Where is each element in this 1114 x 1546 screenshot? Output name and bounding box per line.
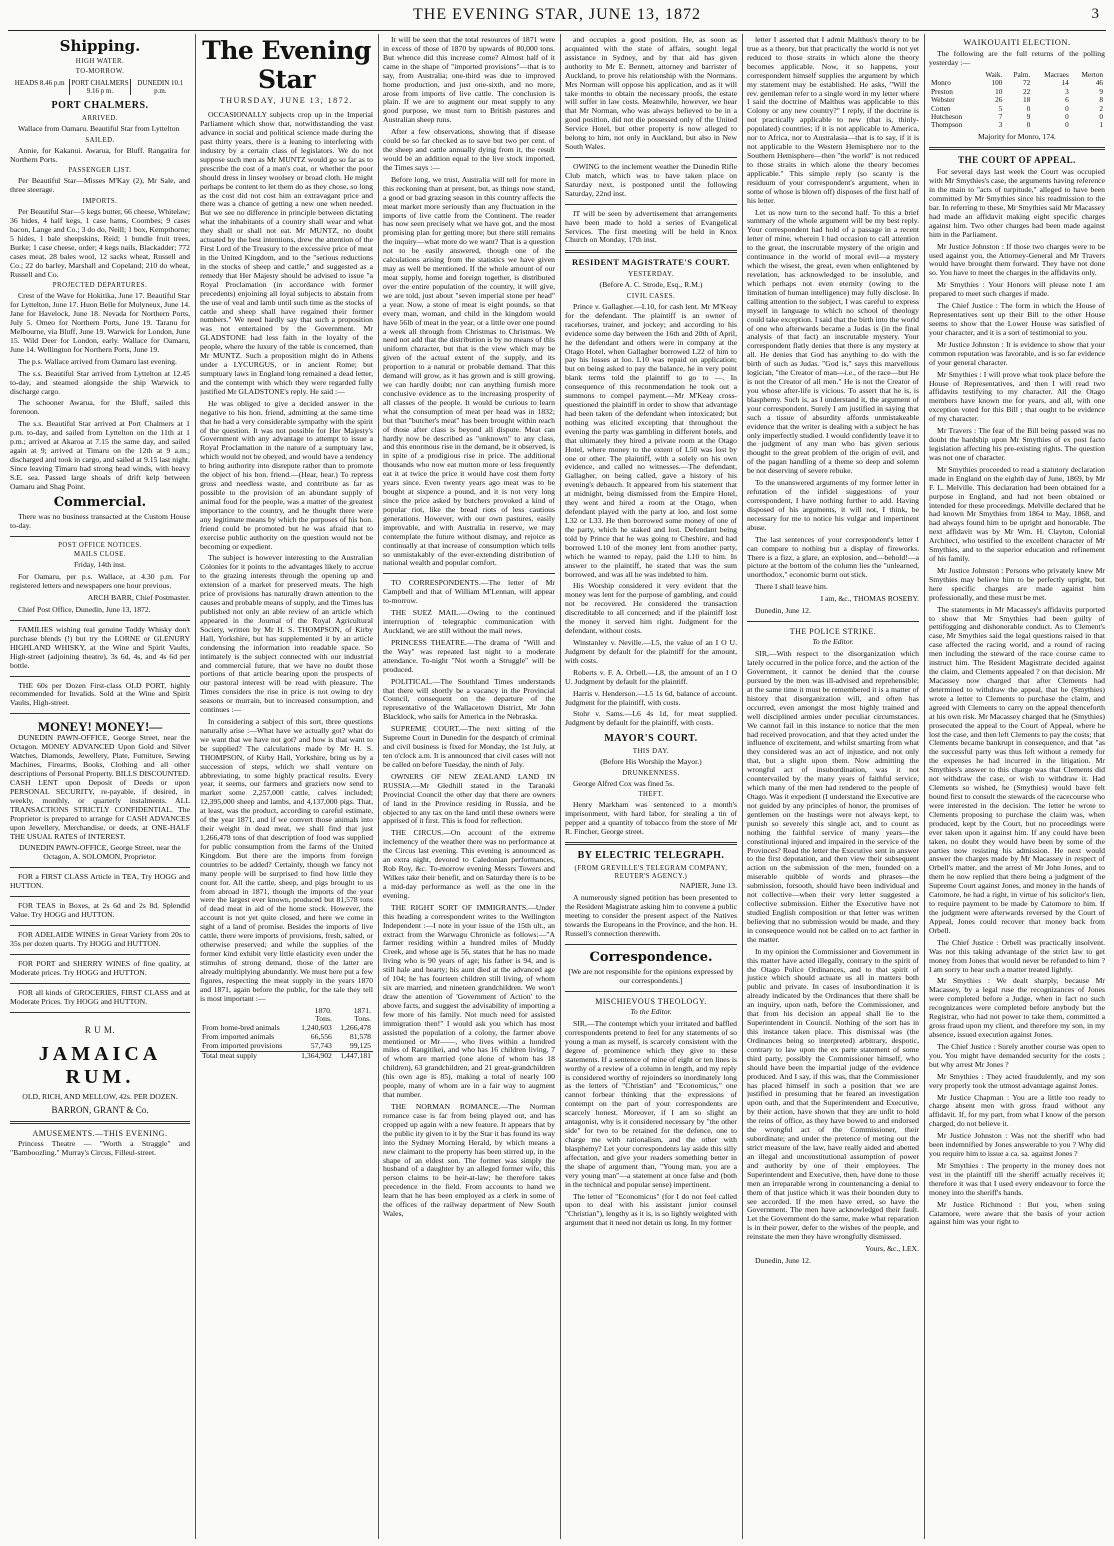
imports-text: Per Beautiful Star—5 kegs butter, 66 cheese, Whitelaw; 36 hides, 4 half kegs, 1 case hams, Coombes; 9 cases bacon, Lange and Co.; 3 do do, Neill; 1 box, Kempthorne; 5 hides, 1 bale sheepskins, Reid; 1 bundle fruit trees, Burke; 1 case cheese, order; 4 kegs nails, Blackadder; 772 cases meat, 28 bales wool, 12 sacks wheat, Russell and Co.; 22 do barley, Marshall and Copeland; 210 do wheat, Russell and Co. xyxy=(10,207,190,279)
tomorrow-label: TO-MORROW. xyxy=(75,68,125,76)
news-circus: THE CIRCUS.—On account of the extreme inclemency of the weather there was no performance at the Circus last evening. This evening is announced as an extra night, devoted to Caledonian performances, Rob Roy, &c. To-morrow evening Messrs Towers and Wilkes take their benefit, and on Saturday there is to be a mid-day performance as well as the one in the evening. xyxy=(383,828,555,900)
news-immigrants: THE RIGHT SORT OF IMMIGRANTS.—Under this heading a correspondent writes to the Wellington Independent :—I note in your issue of the 15th ult., an extract from the Warwagu Chronicle as follows:—"A farmer residing within a hundred miles of Muddy Creek, and whose age is 56, states that he has no made living who is 90 years of age; his father is 94, and is still hale and hearty; his aunt died at the advanced age of 104; he has fourteen children still living, of whom six are married, and nineteen grandchildren. We won't draw the attention of 'Government of Action' to the above facts, and suggest the advisability of importing a few more of his family. Not much need for assisted immigration then!" I would ask you which has most assisted the population of a colony, the farmer above mentioned or Mr——, who lives within a hundred miles of Rangitikei, and who has 16 children living, 7 of whom are married (one alone of whom has 18 children), 63 grandchildren, and 21 great-grandchildren (his own age is 85), making a total of nearly 100 people, many of whom are in a fair way to augment that number. xyxy=(383,902,555,1100)
vote-count: 14 xyxy=(1061,78,1069,88)
appeal-paragraph: Mr Justice Johnston : It is evidence to show that your common reputation was favorable, and is so far evidence of your general character. xyxy=(929,339,1105,367)
row-value-1870: 66,556 xyxy=(310,1032,332,1042)
table-row xyxy=(929,121,1105,129)
telegraph-text: A numerously signed petition has been presented to the Resident Magistrate asking him to convene a public meeting to consider the present aspect of the Natives towards the Europeans in the Province, and the hon. H. Russell's connection therewith. xyxy=(565,893,737,938)
table-row xyxy=(929,88,1105,96)
meat-supply-table xyxy=(200,1007,373,1062)
appeal-paragraph: Mr Justice Richmond : But you, when suing Catamore, were aware that the basis of your action against him was your right to xyxy=(929,1199,1105,1227)
letter-paragraph: To the unanswered arguments of my former letter in refutation of the infidel suggestions of your correspondent, I have nothing further to add. Having disposed of his arguments, it will not, I think, be necessary for me to notice his vulgar and impertinent abuse. xyxy=(747,478,919,532)
letter-date: Dunedin, June 12. xyxy=(755,1256,811,1266)
election-table xyxy=(929,71,1105,130)
unit-tons: Tons. xyxy=(354,1014,371,1024)
news-correspondents: TO CORRESPONDENTS.—The letter of Mr Campbell and that of William M'Lennan, will appear to-morrow. xyxy=(383,578,555,606)
editorial-paragraph: The subject is however interesting to the Australian Colonies for it points to the advantages likely to accrue to the grazing interests through the opening up and extension of a market for preserved meats. The high price of provisions has naturally drawn attention to the causes and probable means of supply, and the Times has published not only an able review of an article which appeared in the Journal of the Royal Agricultural Society, written by Mr H. S. THOMPSON, of Kirby Hall, Yorkshire, but has supplemented it by an article condensing the information into readable space. So intimately is the subject connected with our industrial and commercial future, that we have no doubt those portions of that article bearing upon the prospects of our pastoral interest will be read with pleasure. The Times considers the rise in price is not owing to dry seasons or murrain, but to increased consumption, and continues :— xyxy=(200,553,373,715)
postmaster-signature: ARCH BARR, Chief Postmaster. xyxy=(87,593,190,603)
editorial-quote: In considering a subject of this sort, three questions naturally arise :—What have we actually got? what do we want that we have not got? and how is that want to be supplied? The calculations made by Mr H. S. THOMPSON, of Kirby Hall, Yorkshire, bring us by a succession of steps, which we shall venture on abbreviating, to some highly practical results. Every year, it seems, our farmers and graziers now send to market some 2,257,000 cattle, calves included; 12,395,000 sheep and lambs, and 4,137,000 pigs. That, at least, was the product, according to careful estimate, of the year 1871, and if we convert those animals into their weight in dead meat, we shall find that just 1,266,478 tons of that description of food was supplied for public consumption from the farms of the United Kingdom. But there are the imports from foreign countries to be added? Certainly, though we fancy not many people will be surprised to find how little they count for. All the cattle, sheep, and pigs brought to us from abroad in 1871, though the imports of the year were the largest ever known, produced but 81,578 tons of dead meat in aid of the home stock. However, the account is not yet quite closed, and here we come in sight of a land of promise. Besides the imports of live cattle, there were imports of provisions, fresh, salted, or otherwise preserved; and while the supplies of the former kind exhibit very little elasticity even under the stimulus of strong demand, those of the latter are already multiplying abundantly. We must here put a few figures, respecting the meat supply in the years 1870 and 1871, again before the public, for the tale they tell is most important :— xyxy=(200,717,373,1003)
letter-paragraph: The letter of "Economicus" (for I do not feel called upon to deal with his assistant junior counsel "Christian"), lengthy as it is, is so lightly weighted with argument that it need not detain us long. In my former xyxy=(565,1191,737,1228)
mails-text: For Oamaru, per p.s. Wallace, at 4.30 p.m. For registered letters and newspapers one hour previous. xyxy=(10,572,190,591)
row-value-1871: 81,578 xyxy=(349,1032,371,1042)
vote-count: 0 xyxy=(1026,103,1031,113)
appeal-paragraph: Mr Travers : The fear of the Bill being passed was no doubt the hardship upon Mr Smythies of ex post facto legislation affecting his pre-existing rights. The question was not one of character. xyxy=(929,426,1105,462)
appeal-paragraph: Mr Smythies : We dealt sharply, because Mr Macassey, by a legal ruse the recognizances of Jones were completed before a Judge, when in fact no such recognizances were completed before anybody but the Registrar, who had not power to take them, committed a gross fraud upon my client, and therefore my son, in my absence, issued execution against Jones. xyxy=(929,976,1105,1039)
editorial-paragraph: OCCASIONALLY subjects crop up in the Imperial Parliament which show that, notwithstanding the vast advance in social and political science made during the past thirty years, there is a leaning to interfering with industry by a certain class of legislators. We do not suppose such men as Mr MUNTZ would go so far as to prescribe the cost of a man's coat, or whether the poor should dress in linsey woolsey or broad cloth. He might perhaps be content to let them do as they chose, so long as the cost did not cost him an extravagant price and there was a chance of getting a new one when needed. But we see no difference in principle between dictating what the inhabitants of a country shall wear and what they shall or shall not eat. Mr MUNTZ, no doubt actuated by the best intentions, drew the attention of the First Lord of the Treasury to the excessive price of meat in the United Kingdom, and to the "serious reductions in the stocks of sheep and cattle," and suggested as a remedy that Her Majesty should be advised to issue "a Royal Proclamation (in accordance with former precedents) enjoining all loyal subjects to abstain from the use of veal and lamb until such time as the stocks of cattle and sheep shall have regained their former numbers." We need hardly say that such a proposition was not entertained by the Government. Mr GLADSTONE had less faith in the loyalty of the people, where the luxury of the table is concerned, than Mr MUNTZ. Such a proposition might do in Athens under a LYCURGUS, or in ancient Rome; but sumptuary laws in England long remained a dead letter, and the contempt with which they were regarded fully justified Mr GLADSTONE's reply. He said :— xyxy=(200,110,373,396)
vote-count: 0 xyxy=(1065,103,1069,113)
vote-count: 9 xyxy=(1026,111,1031,121)
double-divider xyxy=(10,1121,190,1124)
letter-date: Dunedin, June 12. xyxy=(755,606,811,616)
page-header-title: THE EVENING STAR, JUNE 13, 1872 xyxy=(413,6,701,23)
col-header: Merton xyxy=(1081,69,1103,79)
letter-heading: MISCHIEVOUS THEOLOGY. xyxy=(595,996,707,1006)
court-case: Roberts v. F. A. Orbell.—L8, the amount of an I O U. Judgment by default for the plaintiff. xyxy=(565,667,737,686)
news-paragraph: and occupies a good position. He, as soon as acquainted with the state of affairs, sought legal assistance in Sydney, and by that aid has given authority to Mr E. Bennett, attorney and barrister of Auckland, to prove his relationship with the Normans. Mrs Norman will oppose his application, and as it will take months to obtain the necessary proofs, the estate will suffer in law costs. Meanwhile, however, we hear that Mr Norman, who was always believed to be in a good position, did not die possessed only of the United Service Hotel, but other property is now alleged to belong to him, not only in Auckland, but also in New South Wales. xyxy=(565,36,737,152)
court-case: Stohr v. Sams.—L6 4s 1d, for meat supplied. Judgment by default for the plaintiff, with costs. xyxy=(565,709,737,728)
election-majority: Majority for Monro, 174. xyxy=(978,131,1056,141)
arrived-text: Wallace from Oamaru. Beautiful Star from Lyttelton xyxy=(18,123,180,133)
news-princess-theatre: PRINCESS THEATRE.—The drama of "Will and the Way" was repeated last night to a moderate attendance. To-night "Not worth a Struggle" will be produced. xyxy=(383,637,555,674)
double-divider xyxy=(565,250,737,253)
letter-paragraph: Let us now turn to the second half. To this a brief summary of the whole argument will be my best reply. Your correspondent had hold of a passage in a recent letter of mine, wherein I had occasion to call attention to the great, the inscrutable mystery of the origin and continuance in the world of moral evil—a mystery which the wisest, the great, even when enlightened by revelation, has acknowledged to be insoluble, and which perhaps not even eternity (owing to the limitation of human intelligence) may fully disclose. In calling attention to the subject, I was careful to express myself in language to which no school of theology could take exception. I said that the birth into the world of one who afterwards became a Judas is (in the final analysis of that fact) an inscrutable mystery. Your correspondent flatly denies that there is any mystery at all. He denies that God has anything to do with the birth of such as Judas. "God is," says this marvellous logician, "the Creator of man—i.e., of the race—but He is not the Creator of all men." He is not the Creator of you whose after-life is vicious. To assert that he is, is blasphemy. Such is, as I understand it, the argument of your correspondent. Surely I am justified in saying that such a tissue of absurdity affords unmistakeable evidence that the writer is dealing with a subject he has only imperfectly studied. I would confidently leave it to the judgment of any man who has given serious thought to the great problem of the origin of evil, and of the pagan handling of a theme so deep and solemn be not deserving of severe rebuke. xyxy=(747,207,919,476)
vote-count: 0 xyxy=(1099,111,1103,121)
imports-heading: IMPORTS. xyxy=(82,198,118,206)
row-label: From imported provisions xyxy=(202,1041,283,1051)
vote-count: 2 xyxy=(1099,103,1103,113)
candidate-name: Preston xyxy=(931,86,953,96)
letter-paragraph: There I shall leave him. xyxy=(755,582,828,592)
vote-count: 1 xyxy=(1099,120,1103,130)
vote-count: 7 xyxy=(998,111,1003,121)
candidate-name: Webster xyxy=(931,95,955,105)
column-divider xyxy=(195,34,196,1539)
ad-money-text: DUNEDIN PAWN-OFFICE, George Street, near the Octagon. MONEY ADVANCED Upon Gold and Silver Watches, Diamonds, Jewellery, Plate, Furniture, Sewing Machines, Firearms, Books, Clothing and all other descriptions of Personal Property. BILLS DISCOUNTED. CASH LENT upon Deposit of Deeds or upon PERSONAL SECURITY, re-payable, if desired, in weekly, monthly, or quarterly instalments. ALL TRANSACTIONS STRICTLY CONFIDENTIAL. The Proprietor is prepared to arrange for CASH ADVANCES upon Jewellery, Merchandise, or deeds, at ONE-HALF THE USUAL RATES of INTEREST. xyxy=(10,733,190,841)
rum-signature: BARRON, GRANT & Co. xyxy=(51,1105,149,1116)
shipping-news: The p.s. Wallace arrived from Oamaru last evening. xyxy=(18,356,177,366)
divider xyxy=(10,713,190,714)
vote-count: 6 xyxy=(1065,95,1069,105)
news-evangelical: IT will be seen by advertisement that arrangements have been made to hold a series of Evangelical Services. The first meeting will be held in Knox Church on Monday, 17th inst. xyxy=(565,208,737,245)
column-shipping xyxy=(10,36,190,1536)
col-header: Waik. xyxy=(985,69,1003,79)
ad-adelaide-wines: FOR ADELAIDE WINES in Great Variety from 20s to 35s per dozen quarts. Try HOGG and HUTTON. xyxy=(10,930,190,948)
vote-count: 5 xyxy=(998,103,1003,113)
table-total-row xyxy=(200,1052,373,1061)
drunkenness-heading: DRUNKENNESS. xyxy=(622,769,680,777)
candidate-name: Monro xyxy=(931,78,951,88)
column-letters xyxy=(747,36,919,1536)
column-appeal xyxy=(929,36,1105,1536)
appeal-paragraph: Mr Smythies : The property in the money does not vest in the plaintiff till the sheriff actually receives it; therefore it was that I used every endeavour to force the money into the sheriff's hands. xyxy=(929,1160,1105,1197)
tide-port: PORT CHALMERS 9.16 p m. xyxy=(69,79,129,95)
ad-money-heading: MONEY! MONEY!— xyxy=(37,719,163,735)
civil-cases-heading: CIVIL CASES. xyxy=(626,293,676,301)
vote-count: 10 xyxy=(995,86,1003,96)
row-value-1871: 1,266,478 xyxy=(340,1023,371,1033)
table-header-row xyxy=(929,71,1105,79)
appeal-paragraph: Mr Justice Johnston : Persons who privately knew Mr Smythies may believe him to be perfectly upright, but here specific charges are made against him professionally, and these must be met. xyxy=(929,565,1105,602)
column-divider xyxy=(560,34,561,1539)
sailed-heading: SAILED. xyxy=(85,136,115,144)
letter-paragraph: letter I asserted that I admit Malthus's theory to be true as a theory, but that practically the world is not yet reduced to those straits in which alone the theory becomes applicable. Now, it so happens, your correspondent himself supplies the argument by which my statement may be established. He asks, "Will the rev. gentleman refer to a single word in my letter where I said the doctrine of Malthus was applicable to this Colony or any new country?" I reply, if the doctrine is not practically applicable to new (that is, thinly-populated) countries; if it is not applicable to America, nor to Africa, nor to Australasia—that is to say, if it is not applicable to the Western Hemisphere nor to the Southern Hemisphere—then "the world" is not reduced to those straits in which alone the theory becomes applicable." This simple reply (so scanty is the residuum of your correspondent's argument, when in some of whose is blown off) disposes of the first half of his letter. xyxy=(747,36,919,205)
candidate-name: Cotten xyxy=(931,103,951,113)
court-case: George Alfred Cox was fined 5s. xyxy=(573,778,675,788)
post-office-heading: POST OFFICE NOTICES. xyxy=(58,541,142,549)
appeal-paragraph: Mr Smythies proceeded to read a statutory declaration made in England on the eighth day of June, 1869, by Mr F. L. Melville. This declaration had been obtained for a purpose in England, and had not been obtained or intended for these proceedings. Melville declared that he had known Mr Smythies from 1864 to May, 1868, and had always found him to be upright and honorable. The next affidavit was by Mr Wm. H. Clayton, Colonial Architect, who testified to the excellent character of Mr Smythies, and to the superior education and refinement of his family. xyxy=(929,464,1105,564)
vote-count: 8 xyxy=(1099,95,1103,105)
election-heading: WAIKOUAITI ELECTION. xyxy=(963,37,1071,47)
editorial-paragraph: It will be seen that the total resources of 1871 were in excess of those of 1870 by upwards of 80,000 tons. But whence did this increase come? Almost half of it came in the shape of "imported provisions"—that is to say, from Australia; one-third was due to improved home production, and just one-sixth, and no more, arose from imports of live cattle. The conclusion is plain. If we are to augment our meat supply to any good purpose, we must turn to British pastures and Australian sheep runs. xyxy=(383,36,555,125)
column-courts xyxy=(565,36,737,1536)
divider xyxy=(10,954,190,955)
telegraph-dateline: NAPIER, June 13. xyxy=(679,881,737,891)
vote-count: 0 xyxy=(1065,111,1069,121)
editorial-paragraph: After a few observations, showing that if disease could be so far checked as to save but two per cent. of the sheep and cattle annually dying from it, the result would be an addition equal to the live stock imported, the Times says :— xyxy=(383,127,555,172)
row-value-1870: 1,240,603 xyxy=(301,1023,332,1033)
news-land-owners: OWNERS OF NEW ZEALAND LAND IN RUSSIA.—Mr Gledhill stated in the Taranaki Provincial Council the other day that there are owners of land in the Province residing in Russia, and he objected to any tax on the land until these owners were apprised of it first. This is food for reflection. xyxy=(383,771,555,826)
divider xyxy=(565,157,737,158)
row-value-1871: 1,447,181 xyxy=(340,1051,371,1061)
correspondence-note: [We are not responsible for the opinions expressed by our correspondents.] xyxy=(568,967,734,985)
shipping-heading: Shipping. xyxy=(59,37,141,55)
divider xyxy=(10,896,190,897)
projected-heading: PROJECTED DEPARTURES. xyxy=(52,282,148,290)
divider xyxy=(10,925,190,926)
year-1870: 1870. xyxy=(314,1005,332,1015)
news-norman-romance: THE NORMAN ROMANCE.—The Norman romance case is far from being played out, and has cropped up again with a new feature. It appears that by the public ity given to it by the Star it has found its way into the Sydney Morning Herald, by which means a new claimant to the property has been stirred up, in the shape of an eldest son. The former was simply the husband of a daughter by an alleged former wife, this person claims to be heir-at-law; he therefore takes precedence in the field. From accounts to hand we learn that he has been employed as a clerk in some of the offices of the railway department of New South Wales, xyxy=(383,1102,555,1219)
ad-money-signature: DUNEDIN PAWN-OFFICE, George Street, near the Octagon, A. SOLOMON, Proprietor. xyxy=(19,843,181,862)
mayors-court-day: THIS DAY. xyxy=(632,747,670,755)
appeal-paragraph: The Chief Justice : Orbell was practically insolvent. Was not this taking advantage of the strict law to get money from Jones that would never be refunded to him ? I am sorry to hear such a matter treated lightly. xyxy=(929,937,1105,974)
shipping-news: The s.s. Beautiful Star arrived from Lyttelton at 12.45 to-day, and steamed alongside the ship Warwick to discharge cargo. xyxy=(10,368,190,396)
amusements-heading: AMUSEMENTS.—THIS EVENING. xyxy=(32,1128,168,1138)
court-case: His Worship considered it very evident that the money was lent for the purpose of gambling, and could not be recovered. He considered the transaction discreditable to all concerned; and if the plaintiff lost the money it served him right. Judgment for the defendant, without costs. xyxy=(565,581,737,636)
row-value-1871: 99,125 xyxy=(349,1041,371,1051)
vote-count: 26 xyxy=(995,95,1003,105)
high-water-heading: HIGH WATER. xyxy=(75,58,125,66)
ad-tea-boxes: FOR TEAS in Boxes, at 2s 6d and 2s 8d. Splendid Value. Try HOGG and HUTTON. xyxy=(10,901,190,920)
column-divider xyxy=(742,34,743,1539)
table-row xyxy=(929,79,1105,87)
vote-count: 3 xyxy=(1065,86,1069,96)
letter-to-editor: To the Editor. xyxy=(812,637,854,647)
court-case: Harris v. Henderson.—L5 1s 6d, balance of account. Judgment for the plaintiff, with costs. xyxy=(565,688,737,707)
theft-heading: THEFT. xyxy=(638,791,664,799)
commercial-text: There was no business transacted at the Custom House to-day. xyxy=(10,511,190,530)
passenger-heading: PASSENGER LIST. xyxy=(68,167,132,175)
page-header xyxy=(0,6,1114,28)
mayors-court-heading: MAYOR'S COURT. xyxy=(604,733,698,745)
header-rule xyxy=(8,30,1106,31)
shipping-news: The s.s. Beautiful Star arrived at Port Chalmers at 1 p.m. to-day, and sailed from Lyttelton on the 11th at 1 p.m.; arrived at Akaroa at 7.15 the same day, and sailed again at 9; arrived at Timaru on the 12th at 9 a.m.; discharged and took in cargo, and sailed at 9.15 last night. Since leaving Timaru had strong head winds, with heavy S.E. sea. Passed large shoals of drift kelp between Oamaru and Shag Point. xyxy=(10,419,190,491)
double-divider xyxy=(929,147,1105,150)
sailed-text: Annie, for Kakanui. Awarua, for Bluff. Rangatira for Northern Ports. xyxy=(10,145,190,164)
editorial-quote: Before long, we trust, Australia will tell for more in this reckoning than at present, but, as things now stand, a good or bad grazing season in this country affects the meat market more seriously than any fluctuation in the imports of live cattle from the Continent. The reader has now seen precisely what we have got, and the most promising plan for getting more; but there still remains the inquiry—what more do we want? That is a question not to be easily answered, though one of the calculations arising from the statistics we have given may as well be mentioned. If the whole amount of our meat supply, home and foreign together, is distributed over the entire population of the country, it will give, we are told, just about "seven imperial stone per head" a year. Now, a stone of meat is eight pounds, so that every man, woman, and child in the kingdom would have 56lb of meat in the year, or a little over one pound a week all through from Christmas to Christmas. We need not add that the distribution is by no means of this uniform character, but that is the view which may be given of the actual extent of the supply, and its proportion to a natural or probable demand. That this demand will grow, as it has grown and is still growing, we can hardly doubt; nor can anything furnish more conclusive evidence as to the increasing prosperity of all classes of the people. It would be curious to learn what the consumption of meat per head was in 1832; but that "butcher's meat" has been brought within reach of those after class is beyond all dispute. Meat can hardly now be described as "unknown" to any class, and this enormous rise in the demand, be it observed, is in spite of a prodigious rise in price. The additional thousands who now eat mutton more or less frequently eat it at twice the price it would have cost them forty years since. Even twenty years ago meat was to be bought at sixpence a pound, and it is not very long since the price asked by butchers provoked a kind of popular riot, like the bread riots of less cautious generations. However, with our own pastures, easily improvable, and with Australia in reserve, we may contemplate the future without dismay, and rejoice as continually at that increase of consumption which tells so unmistakably of the ever-extending distribution of national wealth and popular comfort. xyxy=(383,174,555,568)
vote-count: 22 xyxy=(1023,86,1031,96)
vote-count: 100 xyxy=(991,78,1003,88)
tide-table xyxy=(10,79,190,95)
mails-heading: MAILS CLOSE. xyxy=(73,551,127,559)
divider xyxy=(565,204,737,205)
editorial-quote: He was obliged to give a decided answer in the negative to his hon. friend, admitting at the same time that he had a very considerable sympathy with the spirit of the question. It was not possible for Her Majesty's Government with any advantage to attempt to issue a Royal Proclamation in the nature of a sumptuary law, which would not be obeyed, and would have a tendency to bring authority into disrepute rather than to promote the object of his hon. friend.—(Hear, hear.) To repress gross and needless waste, and contribute as far as possible to the provision of an abundant supply of animal food for the people, was a matter of the greatest importance to the country, and he thought there were any legitimate means by which the purposes of his hon. friend could be promoted but he was afraid that to exercise public authority on the question would not be becoming or expedient. xyxy=(200,398,373,551)
letter-signature: I am, &c., THOMAS ROSEBY. xyxy=(820,594,919,604)
column-divider xyxy=(924,34,925,1539)
tide-heads: HEADS 8.46 p.m xyxy=(14,79,65,88)
column-news xyxy=(383,36,555,1536)
court-case: Winstanley v. Neville.—L5, the value of an I O U. Judgment by default for the plaintiff for the amount, with costs. xyxy=(565,638,737,665)
telegraph-heading: BY ELECTRIC TELEGRAPH. xyxy=(577,850,725,862)
column-divider xyxy=(378,34,379,1539)
rm-court-heading: RESIDENT MAGISTRATE'S COURT. xyxy=(572,257,730,268)
rum-description: OLD, RICH, AND MELLOW, 42s. PER DOZEN. xyxy=(22,1092,178,1102)
ad-families-whisky: FAMILIES wishing real genuine Toddy Whisky don't purchase blends (!) but try the LORNE or GLENURY HIGHLAND WHISKY, at the Wine and Spirit Vaults, High-street (adjoining theatre), 3s 6d, 4s, and 4s 6d per bottle. xyxy=(10,624,190,670)
table-header-row xyxy=(200,1007,373,1016)
vote-count: 0 xyxy=(1065,120,1069,130)
vote-count: 9 xyxy=(1099,86,1103,96)
mayors-court-before: (Before His Worship the Mayor.) xyxy=(600,756,702,766)
divider xyxy=(10,867,190,868)
appeal-paragraph: The statements in Mr Macassey's affidavits purported to show that Mr Smythies had been guilty of pettifogging and dishonorable conduct. As to Clement's case, Mr Smythies said the legal questions raised in that case affected the racing world, and a round of racing men including the steward of the race course came to instruct him. The Resident Magistrate decided against the claim, and Clements appealed ? on that decision. Mr Macassey now charged that after Clements had determined to withdraw the appeal, that he (Smythies) wrote a letter to Clements to purchase the claim, and agreed with Clements to carry on the appeal thenceforth at his own risk. Mr Macassey charged that he (Smythies) prosecuted the appeal to the Court of Appeal, where he lost the case, and then left Clements to pay the costs; that Clements became bankrupt in consequence, and that "as the successful party was thus left without a remedy for the expenses he had incurred in the litigation. Mr Smythies's answer to this charge was that Clements did not withdraw the case, or wish to withdraw it. Had Clements so wished, he (Smythies) would have felt bound first to consult the stewards of the racecourse who were interested in the decision. The letter he wrote to Clements proposing to purchase the claim was, when produced, kept by the Court, but no proceedings were ever taken upon it against him. If any could have been taken, no doubt they would have been by some of the parties now resisting his admission. He next would answer the charges made by Mr Macassey in respect of Orbell's matter, and the arrest of Mr John Jones, and to them he now replied that there being a judgment of the Supreme Court against Jones, and money in the hands of Catomore, he had a right, in virtue of his solicitor's lien, to require payment to be made by Catomore to him. If the judgment were afterwards reversed by the Court of Appeal, Jones could recover that money back from Orbell. xyxy=(929,604,1105,935)
letter-paragraph: In my opinion the Commissioner and Government in this matter have acted illegally, contrary to the spirit of the Otago Police Ordinances, and to that spirit of justice which should actuate us all in matters both public and private. In cases of insubordination it is already indicated by the Ordinances that there shall be an inquiry, upon oath, before the Commissioner, and that from his decision an appeal shall lie to the Superintendent in Council. Nothing of the sort has in this instance taken place. This dismissal was (the Ordinances being so interpreted) arbitrary, despotic, contrary to law upon the ex parte statement of some third party, possibly the Commissioner himself, who should have been the impartial judge of the evidence produced. And I say, if this was, that the Commissioner has placed himself in such a position that we are justified in presuming that he feared an investigation upon oath, and that the Superintendent and Executive, by their action, have shown that they are unfit to hold the reins of office, as they have bowed to and endorsed the wrongful act of the Commissioner, their subordinate; and under the pretence of meting out the strict measure of the law, have really aided and abetted an illegal and unconstitutional assumption of power and authority by one of their employees. The Superintendent and Executive, then, have done to those men an irreparable wrong in countenancing a denial to them of that justice which it was their bounden duty to see accorded. If the men have erred, so have the Government. The men have acknowledged their fault. Let the Government do the same, make what reparation is in their power, defer to the wishes of the people, and reinstate the men they have wrongfully dismissed. xyxy=(747,946,919,1242)
divider xyxy=(383,573,555,574)
amusements-text: Princess Theatre — "Worth a Straggle" and "Bamboozling." Murray's Circus, Filleul-street. xyxy=(10,1138,190,1157)
appeal-paragraph: Mr Smythies : They acted fraudulently, and my son very properly took the utmost advantage against Jones. xyxy=(929,1071,1105,1090)
telegraph-source: (FROM GREVILLE'S TELEGRAM COMPANY, REUTER'S AGENCY.) xyxy=(574,864,728,880)
row-value-1870: 57,743 xyxy=(310,1041,332,1051)
divider xyxy=(10,983,190,984)
ad-old-port: THE 60s per Dozen First-class OLD PORT, highly recommended for Invalids. Sold at the Wine and Spirit Vaults, High-street. xyxy=(10,680,190,708)
vote-count: 72 xyxy=(1023,78,1031,88)
row-label: From imported animals xyxy=(202,1032,275,1042)
appeal-paragraph: Mr Smythies : I will prove what took place before the House of Representatives, and then I will read two affidavits testifying to my character. All the Otago members have known me for years, and all, with one exception voted for this Bill ; that ought to be evidence of my character. xyxy=(929,369,1105,424)
arrived-heading: ARRIVED. xyxy=(82,114,118,122)
column-editorial xyxy=(200,36,373,1536)
divider xyxy=(565,944,737,945)
appeal-paragraph: Mr Justice Chapman : You are a little too ready to charge absent men with gross fraud without any affidavit. If, for my part, from what I know of the person charged, do not believe it. xyxy=(929,1092,1105,1129)
appeal-paragraph: Mr Justice Johnston : Was not the sheriff who had been indemnified by Jones answerable to you ? Why did you require him to issue a ca. sa. against Jones ? xyxy=(929,1131,1105,1159)
divider xyxy=(10,676,190,677)
letter-signature: Yours, &c., LEX. xyxy=(865,1244,919,1254)
newspaper-title: The Evening Star xyxy=(202,36,371,94)
court-case: Prince v. Gallagher.—L10, for cash lent. Mr M'Keay for the defendant. The plaintiff is an owner of racehorses, trainer, and jockey; and according to his evidence some day between the 16th and 20th of April, he the defendant and others were in company at the Otago Hotel, when Gallagher borrowed L22 of him to pay his losses at loo. L10 was repaid on application; but on being asked to pay the balance, he in very point blank terms told the plaintiff to go to —. In consequence of this reconmendation he took out a summons to compel payment.—Mr M'Keay cross-questioned the plaintiff in order to show that advantage had been taken of the defendant when intoxicated; but nothing was elicited excepting that throughout the evening the party was gambling in different hotels, and that ultimately they hired a private room at the Otago Hotel, where money to the extent of L50 was lost by one or other. The plaintiff, with a solely on his own evidence, and called no witnesses.—The defendant, Gallagher, on being called, gave a history of his evening's debauch. It appeared from his statement that at midnight, being dismissed from the Empire Hotel, they went and hired a room at the Otago, when defendant played with the party at loo, and lost some L32 or L33. He then borrowed some money of one of the party, which he staked and lost. Defendant being told by Prince that he was going to Cheshire, and had borrowed L10 of the money lent from another party, which he wanted to repay, paid the L10 to him. In answer to the plaintiff, he stated that was the sum borrowed, and was all he was indebted to him. xyxy=(565,301,737,579)
rum-title: JAMAICA RUM. xyxy=(38,1042,162,1089)
passenger-text: Per Beautiful Star—Misses M'Kay (2), Mr Sale, and three steerage. xyxy=(10,176,190,195)
shipping-news: The schooner Awarua, for the Bluff, sailed this forenoon. xyxy=(10,398,190,417)
police-strike-heading: THE POLICE STRIKE. xyxy=(789,627,877,637)
candidate-name: Thompson xyxy=(931,120,963,130)
news-rifle-club: OWING to the inclement weather the Dunedin Rifle Club match, which was to have taken place on Saturday next, is postponed until the following Saturday, 22nd inst. xyxy=(565,161,737,198)
vote-count: 46 xyxy=(1095,78,1103,88)
rm-court-day: YESTERDAY. xyxy=(628,271,674,279)
divider xyxy=(565,991,737,992)
election-intro: The following are the full returns of the polling yesterday :— xyxy=(929,48,1105,67)
news-suez-mail: THE SUEZ MAIL.—Owing to the continued interruption of telegraphic communication with Auckland, we are still without the mail news. xyxy=(383,608,555,635)
ad-port-sherry: FOR PORT and SHERRY WINES of fine quality, at Moderate prices. Try HOGG and HUTTON. xyxy=(10,958,190,977)
divider xyxy=(10,620,190,621)
appeal-paragraph: For several days last week the Court was occupied with Mr Smythies's case, the arguments having reference in the main to "acts of turpitude," alleged to have been committed by Mr Smythies since his readmission to the bar. In referring to these, Mr Smythies said Mr Macassey had made an affidavit making eight specific charges against him. Two other charges had been made against him in the Parliament. xyxy=(929,167,1105,239)
tide-dunedin: DUNEDIN 10.1 p.m. xyxy=(130,79,190,95)
double-divider xyxy=(565,842,737,845)
post-office-date: Chief Post Office, Dunedin, June 13, 1872. xyxy=(18,605,151,615)
court-of-appeal-heading: THE COURT OF APPEAL. xyxy=(958,154,1076,165)
year-1871: 1871. xyxy=(353,1005,371,1015)
appeal-paragraph: The Chief Justice : Surely another course was open to you. You might have demanded security for the costs ; but why arrest Mr Jones ? xyxy=(929,1041,1105,1069)
ad-tea-first-class: FOR a FIRST CLASS Article in TEA, Try HOGG and HUTTON. xyxy=(10,872,190,891)
divider xyxy=(747,621,919,622)
row-label: From home-bred animals xyxy=(202,1023,280,1033)
table-row xyxy=(929,96,1105,104)
vote-count: 3 xyxy=(998,120,1003,130)
divider xyxy=(10,536,190,537)
appeal-paragraph: Mr Justice Johnston : If those two charges were to be used against you, the Attorney-General and Mr Travers would have brought them forward. They have not done so. You have to meet the charges in the affidavits only. xyxy=(929,241,1105,278)
news-supreme-court: SUPREME COURT.—The next sitting of the Supreme Court in Dunedin for the despatch of criminal and civil business is fixed for Monday, the 1st July, at ten o'clock a.m. It is announced that civil cases will not be called on before Tuesday, the ninth of July. xyxy=(383,724,555,769)
letter-paragraph: SIR,—The contempt which your irritated and baffled correspondents pretend to feel for any statements of so young a man as myself, is scarcely consistent with the degree of prominence which they give to these statements. If a sentence of mine of eight or ten lines is worthy of a review of a column in length, and my reply is considered worthy of rejoinders so inordinately long as the letters of "Christian" and "Economicus," one cannot forbear thinking that the expressions of contempt on the part of your correspondents are scarcely honest. Moreover, if I am so slight an antagonist, why is it considered necessary by "the other side" for two to be retained for the defence, one to charge me with rationalism, and the other with blasphemy? Let your correspondents lay aside this silly affectation, and give your readers something better in the shape of argument than, "Young man, you are a very young man"—a statement at once false and (both in the technical and popular sense) impertinent. xyxy=(565,1019,737,1189)
projected-text: Crest of the Wave for Hokitika, June 17. Beautiful Star for Lyttelton, June 17. Huon Belle for Molyneux, June 14. Jane for Havelock, June 18. Nevada for Northern Ports, July 5. Omeo for Northern Ports, June 19. Taranu for Melbourne, via Bluff, June 19. Warwick for London, June 15. Wild Deer for London, early. Wallace for Oamaru, June 14. Wellington for Northern Ports, June 19. xyxy=(10,291,190,354)
letter-paragraph: SIR,—With respect to the disorganization which lately occurred in the police force, and the action of the Government, it cannot be denied that the course pursued by the men was ill-advised and reprehensible; at the same time it must be remembered it is a matter of history that disorganization will, and often has occurred, even amongst the most highly trained and well disciplined armies under peculiar circumstances. We cannot fail in this instance to notice that the men had received provocation, and that they acted under the influence of excitement, and whilst smarting from what they considered was an act of injustice, and not only that, but a slight upon them. Now admitting the wrongful act of insubordination, was it not countervailed by the many years of faithful service, which many of the men had rendered to the people of Otago. Was it expedient (I understand the Executive are not guided by any principles of honor, the promises of gentlemen on the hustings were not always kept, to punish so severely this single act, and to count as nothing the faithful service of many years—the constitutional injured and impaired in the service of the Provinces? Read the letter the Executive sent in answer to the first deputation, and then view their subsequent action on the submission of the men, founded on a miserable quibble of words and phrases—the submission, forsooth, should have been individual and not collective—when their very letter suggested a collective submission. Either the Executive have not studied English composition or that letter was written believing that no submission would be made, and they in consequence would not be called on to act farther in the matter. xyxy=(747,649,919,944)
candidate-name: Hutcheson xyxy=(931,111,963,121)
correspondence-heading: Correspondence. xyxy=(589,949,713,965)
mails-date: Friday, 14th inst. xyxy=(73,560,127,570)
page-number: 3 xyxy=(1091,6,1100,22)
commercial-heading: Commercial. xyxy=(53,494,147,510)
port-heading: PORT CHALMERS. xyxy=(51,100,149,112)
appeal-paragraph: The Chief Justice : The form in which the House of Representatives sent up their Bill to the other House seems to show that the Lower House was satisfied of your character, and it is a sort of testimonial to you. xyxy=(929,301,1105,337)
editorial-date: THURSDAY, JUNE 13, 1872. xyxy=(219,96,354,105)
letter-paragraph: The last sentences of your correspondent's letter I can compare to nothing but a display of fireworks. There is a fizz, a glare, an explosion, and—behold!—a picture at the bottom of the column lies the "unlearned, unorthodox," economic burnt out stick. xyxy=(747,534,919,580)
unit-tons: Tons. xyxy=(315,1014,332,1024)
court-case: Henry Markham was sentenced to a month's imprisonment, with hard labor, for stealing a tin of pepper and a quantity of tobacco from the store of Mr R. Fincher, George street. xyxy=(565,800,737,837)
row-label: Total meat supply xyxy=(202,1051,257,1061)
vote-count: 18 xyxy=(1023,95,1031,105)
rum-heading: R U M. xyxy=(84,1024,116,1035)
rm-court-before: (Before A. C. Strode, Esq., R.M.) xyxy=(599,280,703,290)
divider xyxy=(10,1012,190,1013)
vote-count: 0 xyxy=(1026,120,1031,130)
letter-to-editor: To the Editor. xyxy=(630,1007,672,1017)
col-header: Palm. xyxy=(1013,69,1031,79)
news-political: POLITICAL.—The Southland Times understands that there will shortly be a vacancy in the Provincial Council, consequent on the departure of the representative of the Wallacetown District, Mr John Blacklock, who sails for America in the Nebraska. xyxy=(383,676,555,722)
col-header: Macraes xyxy=(1044,69,1069,79)
row-value-1870: 1,364,902 xyxy=(301,1051,332,1061)
ad-groceries: FOR all kinds of GROCERIES, FIRST CLASS and at Moderate Prices. Try HOGG and HUTTON. xyxy=(10,987,190,1006)
appeal-paragraph: Mr Smythies : Your Honors will please note I am prepared to meet such charges if made. xyxy=(929,280,1105,299)
